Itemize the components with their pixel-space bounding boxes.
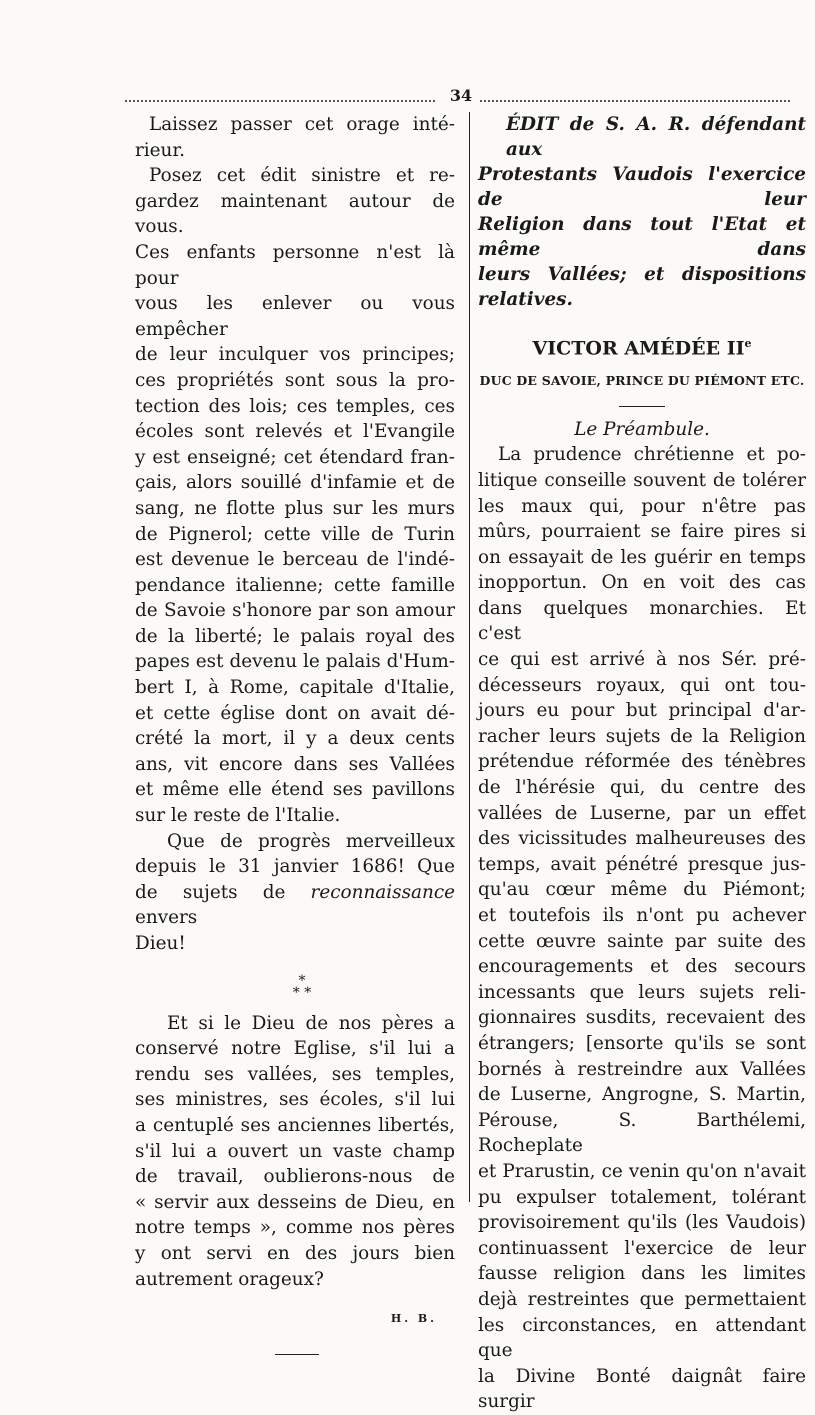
text-line: de l'hérésie qui, du centre des [478,777,806,799]
text-line: « servir aux desseins de Dieu, en [135,1191,455,1213]
text-line: gardez maintenant autour de vous. [135,190,455,238]
text-line: dans quelques monarchies. Et c'est [478,597,806,645]
edict-title-line: leurs Vallées; et dispositions relatives. [478,264,806,310]
text-line: rendu ses vallées, ses temples, [135,1063,455,1085]
section-rule [619,406,665,407]
text-line: Laissez passer cet orage inté- [149,114,455,135]
star-top: * [298,972,306,989]
text-line: incessants que leurs sujets reli- [478,981,806,1003]
header-rule-left [125,100,435,102]
text-line: provisoirement qu'ils (les Vaudois) [478,1212,806,1234]
text-line: et Prarustin, ce venin qu'on n'avait [478,1160,806,1182]
edict-title [478,112,806,312]
text-line: çais, alors souillé d'infamie et de [135,472,455,494]
text-line: crété la mort, il y a deux cents [135,728,455,750]
text-line: temps, avait pénétré presque jus- [478,853,806,875]
text-line: depuis le 31 janvier 1686! Que [135,856,455,878]
text-fragment: envers [135,907,198,929]
text-line: qu'au cœur même du Piémont; [478,879,806,901]
text-line: les circonstances, en attendant que [478,1314,806,1362]
text-line: jours eu pour but principal d'ar- [478,700,806,722]
text-line: de travail, oublierons-nous de [135,1166,455,1188]
left-paragraphs-2 [135,1011,455,1293]
text-line: ces propriétés sont sous la pro- [135,369,455,391]
sovereign-text: VICTOR AMÉDÉE II [532,337,745,360]
page-header [125,86,790,106]
text-line: de Luserne, Angrogne, S. Martin, [478,1084,806,1106]
text-line: la Divine Bonté daignât faire surgir [478,1365,806,1413]
star-bottom: * * [292,984,312,1001]
text-line: de leur inculquer vos principes; [135,344,455,366]
left-column [135,112,455,1355]
text-line: et même elle étend ses pavillons [135,779,455,801]
text-line: inopportun. On en voit des cas [478,572,806,594]
text-line: pendance italienne; cette famille [135,574,455,596]
text-line: ce qui est arrivé à nos Sér. pré- [478,649,806,671]
text-line: prétendue réformée des ténèbres [478,751,806,773]
edict-title-line: ÉDIT de S. A. R. défendant aux [506,114,806,160]
text-line: fausse religion dans les limites [478,1263,806,1285]
text-line: tection des lois; ces temples, ces [135,395,455,417]
text-line: encouragements et des secours [478,956,806,978]
text-line: conservé notre Eglise, s'il lui a [135,1038,455,1060]
text-line: écoles sont relevés et l'Evangile [135,421,455,443]
text-line: de la liberté; le palais royal des [135,625,455,647]
left-paragraphs [135,112,455,957]
edict-title-line: Religion dans tout l'Etat et même dans [478,214,806,260]
text-line: notre temps », comme nos pères [135,1217,455,1239]
section-stars [135,972,455,1001]
text-line: les maux qui, pour n'être pas [478,495,806,517]
text-line: ans, vit encore dans ses Vallées [135,753,455,775]
text-line: décesseurs royaux, qui ont tou- [478,674,806,696]
text-line: continuassent l'exercice de leur [478,1237,806,1259]
section-title: Le Préambule. [574,419,710,441]
header-rule-right [480,100,790,102]
text-line: ses ministres, ses écoles, s'il lui [135,1089,455,1111]
text-line: gionnaires susdits, recevaient des [478,1007,806,1029]
right-column [478,112,806,1415]
text-line: autrement orageux? [135,1268,324,1290]
text-line: racher leurs sujets de la Religion [478,725,806,747]
italic-word: reconnaissance [310,881,455,903]
signature: H. B. [390,1312,437,1326]
column-divider [469,112,470,1202]
page-number: 34 [449,86,473,105]
text-line: cette œuvre sainte par suite des [478,930,806,952]
text-line: sur le reste de l'Italie. [135,805,341,827]
text-line: y est enseigné; cet étendard fran- [135,446,455,468]
right-paragraphs [478,442,806,1415]
text-line: Dieu! [135,933,186,954]
text-line: on essayait de les guérir en temps [478,546,806,568]
text-line: Que de progrès merveilleux [167,830,455,852]
text-line: bornés à restreindre aux Vallées [478,1058,806,1080]
text-line-with-italic [135,880,455,931]
text-line: vous les enlever ou vous empêcher [135,293,455,340]
sovereign-superscript: e [744,337,752,350]
text-line: vallées de Luserne, par un effet [478,802,806,824]
text-line: sang, ne flotte plus sur les murs [135,497,455,519]
text-line: La prudence chrétienne et po- [498,444,806,466]
text-line: dejà restreintes que permettaient [478,1288,806,1310]
sovereign-name [478,332,806,360]
text-line: pu expulser totalement, tolérant [478,1186,806,1208]
text-line: s'il lui a ouvert un vaste champ [135,1140,455,1162]
text-fragment: de sujets de [135,881,311,903]
text-line: papes est devenu le palais d'Hum- [135,651,455,673]
text-line: Posez cet édit sinistre et re- [149,165,455,187]
text-line: de Pignerol; cette ville de Turin [135,523,455,545]
text-line: est devenue le berceau de l'indé- [135,549,455,571]
edict-title-line: Protestants Vaudois l'exercice de leur [478,164,806,210]
text-line: Ces enfants personne n'est là pour [135,241,455,289]
text-line: mûrs, pourraient se faire pires si [478,521,806,543]
text-line: rieur. [135,139,186,161]
text-line: Pérouse, S. Barthélemi, Rocheplate [478,1109,806,1157]
text-line: litique conseille souvent de tolérer [478,469,806,491]
text-line: bert I, à Rome, capitale d'Italie, [135,677,455,699]
sovereign-subtitle: DUC DE SAVOIE, PRINCE DU PIÉMONT ETC. [479,373,805,389]
text-line: Et si le Dieu de nos pères a [167,1012,455,1034]
text-line: étrangers; [ensorte qu'ils se sont [478,1032,806,1054]
text-line: et cette église dont on avait dé- [135,702,455,724]
end-rule [275,1354,319,1355]
text-line: et toutefois ils n'ont pu achever [478,905,806,927]
text-line: de Savoie s'honore par son amour [135,600,455,622]
text-line: a centuplé ses anciennes libertés, [135,1114,455,1136]
text-line: des vicissitudes malheureuses des [478,828,806,850]
text-line: y ont servi en des jours bien [135,1242,455,1264]
